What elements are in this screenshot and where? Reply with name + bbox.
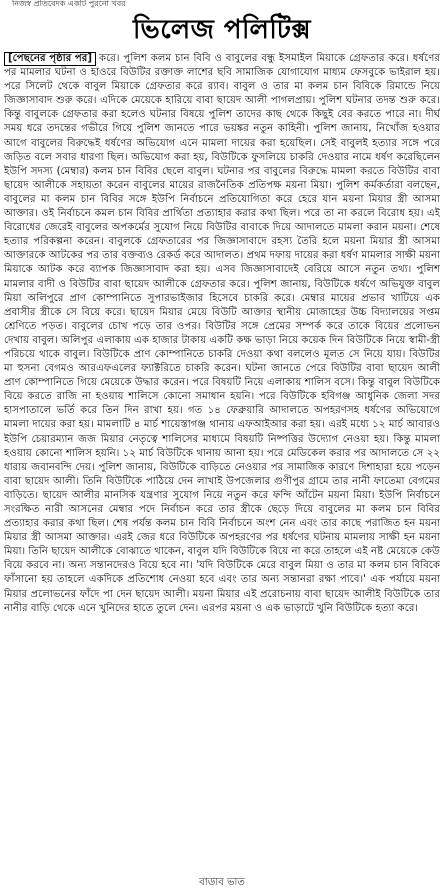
article-headline: ভিলেজ পলিটিক্স bbox=[132, 15, 312, 45]
article-text: করে। পুলিশ কলম চান বিবি ও বাবুলের বন্ধু ইসমাইল মিয়াকে গ্রেফতার করে। ধর্ষণের পর মামলার ঘটনা ও হাওরে বিউটির রক্তাক্ত লাশের ছবি সামাজিক যোগাযোগ মাধ্যম ফেসবুকে ভাইরাল হয়। পরে সিলেট থেকে বাবুল মিয়াকে গ্রেফতার করে র‌্যাব। বাবুল ও তার মা কলম চান বিবিকে রিমান্ডে নিয়ে জিজ্ঞাসাবাদ শুরু করে। এদিকে মেয়েকে হারিয়ে বাবা ছায়েদ আলী পাগলপ্রায়। পুলিশ ঘটনার তদন্ত শুরু করে। কিন্তু বাবুলকে গ্রেফতার করা হলেও ঘটনার বিষয়ে পুলিশ তাদের কাছ থেকে কিছুই বের করতে পারে না। দীর্ঘ সময় ধরে তদন্তের গভীরে গিয়ে পুলিশ জানতে পারে ভয়ঙ্কর নতুন কাহিনী। পুলিশ জানায়, নিখোঁজ হওয়ার আগে বাবুলের বিরুদ্ধেই ধর্ষণের অভিযোগ এনে মামলা দায়ের করা হয়েছিল। সেই বাবুলই হত্যার সঙ্গে পরে জড়িত বলে সবার ধারণা ছিল। অভিযোগ করা হয়, বিউটিকে ফুসলিয়ে চাকরি দেওয়ার নামে ধর্ষণ করেছিলেন ইউপি সদস্য (মেম্বার) কলম চান বিবির ছেলে বাবুল। ঘটনার পর বাবুলের বিরুদ্ধে মামলা করতে বিউটির বাবা ছায়েদ আলীকে সহায়তা করেন বাবুলের মায়ের রাজনৈতিক প্রতিপক্ষ ময়না মিয়া। পুলিশ কর্মকর্তারা বলছেন, বাবুলের মা কলম চান বিবির সঙ্গে ইউপি নির্বাচনে প্রতিযোগিতা করে হেরে যান ময়না মিয়ার স্ত্রী আসমা আক্তার। ওই নির্বাচনে কমল চান বিবির প্রার্থিতা প্রত্যাহার করার কথা ছিল। পরে তা না করলে বিরোধ হয়। এই বিরোধের জেরেই বাবুলের অপকর্মের সুযোগ নিয়ে বিউটির বাবাকে দিয়ে আদালতে মামলা করান ময়না। শেষে হত্যার পরিকল্পনা করেন। বাবুলকে গ্রেফতারের পর জিজ্ঞাসাবাদে রহস্য তৈরি হলে ময়না মিয়ার স্ত্রী আসমা আক্তারকে আটকের পর তার বক্তব্যও রেকর্ড করে আদালত। প্রথম দফায় দায়ের করা ধর্ষণ মামলার সাক্ষী ময়না মিয়াকে আটক করে ব্যাপক জিজ্ঞাসাবাদ করা হয়। এসব জিজ্ঞাসাবাদেই বেরিয়ে আসে নতুন তথ্য। পুলিশ মামলার বাদী ও বিউটির বাবা ছায়েদ আলীকে গ্রেফতার করে। পুলিশ জানায়, বিউটিকে ধর্ষণে অভিযুক্ত বাবুল মিয়া অলিপুরে প্রাণ কোম্পানিতে সুপারভাইজার হিসেবে চাকরি করে। মেম্বার মায়ের প্রভাব খাটিয়ে এক প্রবাসীর স্ত্রীকে সে বিয়ে করে। ছায়েদ মিয়ার মেয়ে বিউটি আক্তার স্থানীয় মোজাহের উচ্চ বিদ্যালয়ের সপ্তম শ্রেণিতে পড়ত। বাবুলের চোখ পড়ে তার ওপর। বিউটির সঙ্গে প্রেমের সম্পর্ক করে তাকে বিয়ের প্রলোভন দেখায় বাবুল। অলিপুর এলাকায় এক হাজার টাকায় একটি কক্ষ ভাড়া নিয়ে কয়েক দিন বিউটিকে নিয়ে স্বামী-স্ত্রী পরিচয়ে থাকে বাবুল। বিউটিকে প্রাণ কোম্পানিতে চাকরি দেওয়া কথা বললেও মূলত সে নিয়ে যায়। বিউটির মা হুসনা বেগমও আরএফএলের ফ্যাক্টরিতে চাকরি করেন। ঘটনা জানতে পেরে বিউটির বাবা ছায়েদ আলী প্রাণ কোম্পানিতে গিয়ে মেয়েকে উদ্ধার করেন। পরে বিষয়টি নিয়ে এলাকায় শালিস বসে। কিন্তু বাবুল বিউটিকে বিয়ে করতে রাজি না হওয়ায় শালিসে কোনো সমাধান হয়নি। পরে বিউটিকে হবিগঞ্জ আধুনিক জেলা সদর হাসপাতালে ভর্তি করে তিন দিন রাখা হয়। গত ১৪ ফেব্রুয়ারি আদালতে অপহরণসহ ধর্ষণের অভিযোগে মামলা দায়ের করা হয়। মামলাটি ৪ মার্চ শায়েস্তাগঞ্জ থানায় এফআইআর করা হয়। এরই মধ্যে ১২ মার্চ আবারও ইউপি চেয়ারম্যান জজ মিয়ার নেতৃত্বে শালিসের মাধ্যমে বিষয়টি নিষ্পত্তির উদ্যোগ নেওয়া হয়। কিন্তু মামলা হওয়ায় কোনো শালিস হয়নি। ১২ মার্চ বিউটিকে থানায় আনা হয়। পরে মেডিকেল করার পর আদালতে সে ২২ ধারায় জবানবন্দি দেয়। পুলিশ জানায়, বিউটিকে বাড়িতে নেওয়ার পর সামাজিক কারণে দিশাহারা হয়ে পড়েন বাবা ছায়েদ আলী। তিনি বিউটিকে পাঠিয়ে দেন লাখাই উপজেলার গুণীপুর গ্রামে তার নানী ফাতেমা বেগমের বাড়িতে। ছায়েদ আলীর মানসিক যন্ত্রণার সুযোগ নিয়ে নতুন করে ফন্দি আঁটেন ময়না মিয়া। ইউপি নির্বাচনে সংরক্ষিত নারী আসনের মেম্বার পদে নির্বাচন করে তার স্ত্রীকে ছেড়ে দিয়ে বাবুলের মা কলম চান বিবির প্রত্যাহার করার কথা ছিল। শেষ পর্যন্ত কলম চান বিবি নির্বাচনে অংশ নেন এবং তার কাছে পরাজিত হন ময়না মিয়ার স্ত্রী আসমা আক্তার। এরই জের ধরে বিউটিকে অপহরণের পর ধর্ষণের ঘটনায় মামলায় সাক্ষী হন ময়না মিয়া। তিনি ছায়েদ আলীকে বোঝাতে থাকেন, বাবুল যদি বিউটিকে বিয়ে না করে তাহলে এই নষ্ট মেয়েকে কেউ বিয়ে করবে না। অন্য সন্তানদেরও বিয়ে হবে না। 'যদি বিউটিকে মেরে বাবুল মিয়া ও তার মা কলম চান বিবিকে ফাঁসানো হয় তাহলে একদিকে প্রতিশোধ নেওয়া হবে এবং তার অন্য সন্তানরা রক্ষা পাবে।' এক পর্যায়ে ময়না মিয়ার প্রলোভনের ফাঁদে পা দেন ছায়েদ আলী। ময়না মিয়ার এই প্ররোচনায় বাবা ছায়েদ আলীই বিউটিকে তার নানীর বাড়ি থেকে এনে খুনিদের হাতে তুলে দেন। এরপর ময়না ও এক ভাড়াটে খুনি বিউটিকে হত্যা করে। bbox=[4, 53, 440, 614]
previous-article-fragment: নিজস্ব প্রতিবেদক একটি পুরনো খবর bbox=[12, 0, 126, 8]
article-body bbox=[4, 52, 440, 888]
next-article-fragment: বাউবি ভর্তি bbox=[199, 878, 245, 888]
continued-from-label: [পেছনের পৃষ্ঠার পর] bbox=[4, 52, 96, 66]
